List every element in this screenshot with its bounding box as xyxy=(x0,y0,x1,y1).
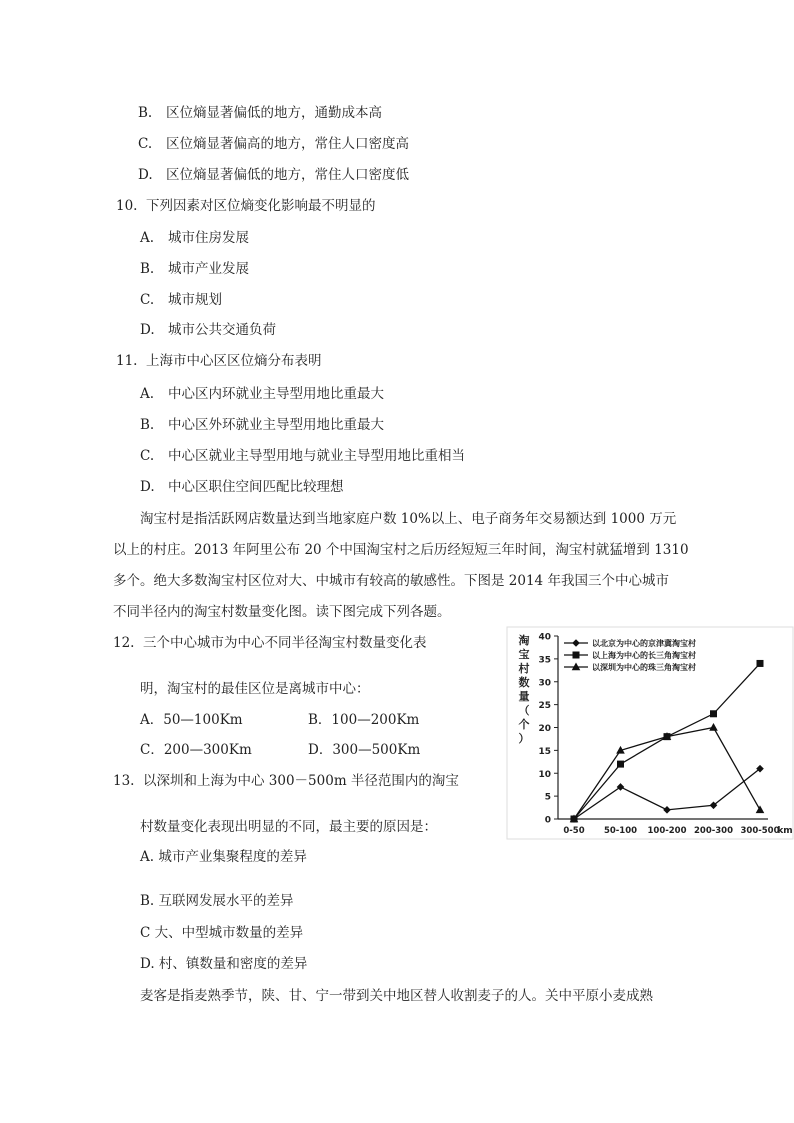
taobao-village-line-chart xyxy=(506,626,794,840)
q10-option-d xyxy=(140,321,276,339)
option-letter: C. xyxy=(140,292,155,308)
option-letter: B. xyxy=(138,105,153,121)
option-text: 区位熵显著偏低的地方，常住人口密度低 xyxy=(166,167,409,183)
q13-option-a: A. 城市产业集聚程度的差异 xyxy=(140,849,307,865)
option-letter: D. xyxy=(140,479,155,495)
data-point-square xyxy=(710,710,717,717)
question-number: 13. xyxy=(113,773,135,789)
y-axis-title-char: （ xyxy=(518,704,530,717)
x-axis-unit: km xyxy=(777,826,793,836)
q10-option-a xyxy=(140,229,249,247)
q10-option-c xyxy=(140,291,222,309)
q13-option-c: C 大、中型城市数量的差异 xyxy=(140,925,304,941)
option-letter: B. xyxy=(140,417,155,433)
y-axis-title-char: 量 xyxy=(518,690,530,703)
option-text: 中心区内环就业主导型用地比重最大 xyxy=(168,386,384,402)
y-tick-label: 40 xyxy=(538,632,551,643)
y-axis-title-char: 村 xyxy=(518,662,530,675)
option-text: 城市规划 xyxy=(168,292,222,308)
data-point-square xyxy=(617,761,624,768)
q10-stem xyxy=(116,197,376,215)
question-text: 以深圳和上海为中心 300－500m 半径范围内的淘宝 xyxy=(143,773,459,789)
q12-option-b: B．100—200Km xyxy=(308,712,420,728)
next-passage-line: 麦客是指麦熟季节，陕、甘、宁一带到关中地区替人收割麦子的人。关中平原小麦成熟 xyxy=(140,988,653,1004)
q10-option-b xyxy=(140,260,249,278)
y-tick-label: 35 xyxy=(538,655,551,666)
option-text: 城市产业发展 xyxy=(168,261,249,277)
x-tick-label: 50-100 xyxy=(603,826,638,836)
q13-option-d: D. 村、镇数量和密度的差异 xyxy=(140,956,308,972)
passage-line-1: 淘宝村是指活跃网店数量达到当地家庭户数 10%以上、电子商务年交易额达到 1000 万元 xyxy=(140,511,677,527)
legend-label: 以北京为中心的京津冀淘宝村 xyxy=(592,639,696,649)
option-text: 中心区外环就业主导型用地比重最大 xyxy=(168,417,384,433)
option-text: 区位熵显著偏低的地方，通勤成本高 xyxy=(166,105,382,121)
option-letter: D. xyxy=(138,167,153,183)
legend-label: 以深圳为中心的珠三角淘宝村 xyxy=(592,663,696,673)
y-axis-title-char: 个 xyxy=(518,718,530,731)
q13-stem-line-2: 村数量变化表现出明显的不同，最主要的原因是： xyxy=(140,819,437,835)
option-letter: C. xyxy=(140,448,155,464)
question-number: 12. xyxy=(113,635,135,651)
option-letter: A. xyxy=(140,386,155,402)
option-text: 中心区职住空间匹配比较理想 xyxy=(168,479,344,495)
option-letter: B. xyxy=(140,261,155,277)
option-letter: D. xyxy=(140,322,155,338)
y-tick-label: 25 xyxy=(538,701,551,712)
option-text: 城市住房发展 xyxy=(168,230,249,246)
question-text: 上海市中心区区位熵分布表明 xyxy=(146,353,322,369)
q11-option-c xyxy=(140,447,465,465)
option-text: 中心区就业主导型用地与就业主导型用地比重相当 xyxy=(168,448,465,464)
option-letter: C. xyxy=(138,136,153,152)
x-tick-label: 100-200 xyxy=(647,826,687,836)
y-tick-label: 15 xyxy=(538,746,551,757)
option-text: 城市公共交通负荷 xyxy=(168,322,276,338)
passage-line-2: 以上的村庄。2013 年阿里公布 20 个中国淘宝村之后历经短短三年时间，淘宝村就猛增到 1310 xyxy=(113,542,689,558)
y-axis-title-char: ） xyxy=(518,732,530,745)
passage-line-3: 多个。绝大多数淘宝村区位对大、中城市有较高的敏感性。下图是 2014 年我国三个中心城市 xyxy=(113,573,669,589)
q12-stem-line-2: 明，淘宝村的最佳区位是离城市中心： xyxy=(140,681,370,697)
q9-option-c xyxy=(138,135,409,153)
q13-stem-line-1 xyxy=(113,772,459,790)
q11-stem xyxy=(116,352,322,370)
q12-option-a: A．50—100Km xyxy=(140,712,243,728)
passage-line-4: 不同半径内的淘宝村数量变化图。读下图完成下列各题。 xyxy=(113,604,451,620)
option-letter: A. xyxy=(140,230,155,246)
q13-option-b: B. 互联网发展水平的差异 xyxy=(140,893,294,909)
y-axis-title-char: 宝 xyxy=(518,648,530,661)
q11-option-a xyxy=(140,385,384,403)
question-text: 下列因素对区位熵变化影响最不明显的 xyxy=(146,198,376,214)
question-text: 三个中心城市为中心不同半径淘宝村数量变化表 xyxy=(143,635,427,651)
y-tick-label: 0 xyxy=(544,815,551,826)
option-text: 区位熵显著偏高的地方，常住人口密度高 xyxy=(166,136,409,152)
y-tick-label: 30 xyxy=(538,678,551,689)
question-number: 11. xyxy=(116,353,138,369)
q12-option-c: C．200—300Km xyxy=(140,742,252,758)
q12-stem-line-1 xyxy=(113,634,427,652)
q9-option-d xyxy=(138,166,409,184)
q11-option-b xyxy=(140,416,384,434)
y-tick-label: 5 xyxy=(544,792,551,803)
q12-option-d: D．300—500Km xyxy=(308,742,421,758)
x-tick-label: 300-500 xyxy=(740,826,780,836)
y-axis-title-char: 数 xyxy=(518,676,530,689)
legend-marker-square xyxy=(573,652,580,659)
data-point-square xyxy=(757,660,764,667)
x-tick-label: 0-50 xyxy=(563,826,585,836)
q11-option-d xyxy=(140,478,344,496)
y-tick-label: 20 xyxy=(538,724,551,734)
legend-label: 以上海为中心的长三角淘宝村 xyxy=(592,651,696,661)
question-number: 10. xyxy=(116,198,138,214)
y-tick-label: 10 xyxy=(538,769,551,780)
x-tick-label: 200-300 xyxy=(693,826,734,836)
q9-option-b xyxy=(138,104,382,122)
y-axis-title-char: 淘 xyxy=(518,634,530,647)
